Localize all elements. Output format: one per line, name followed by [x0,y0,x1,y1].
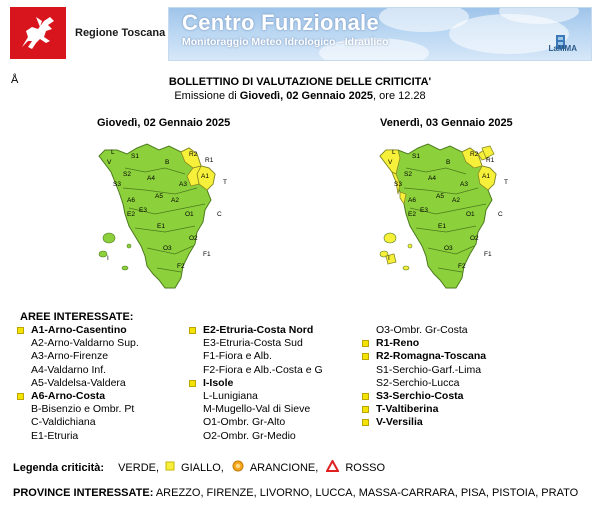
area-item-label: B-Bisenzio e Ombr. Pt [31,403,135,416]
zone-label: S3 [113,181,121,188]
zone-label: C [217,211,222,218]
area-item [362,350,486,363]
area-item-label: A3-Arno-Firenze [31,350,109,363]
area-item [189,377,323,390]
island-shape [99,251,107,257]
zone-label: A2 [452,197,460,204]
zone-label: A6 [408,197,416,204]
area-item [189,390,323,403]
zone-label: T [504,179,508,186]
areas-column-2 [189,324,323,443]
area-item-label: I-Isole [203,376,234,389]
island-shape [403,266,409,270]
area-item [17,337,139,350]
area-item [189,324,323,337]
zone-label: F1 [203,251,211,258]
area-item-label: O3-Ombr. Gr-Costa [376,324,468,336]
island-shape [127,244,131,248]
lamma-label: LaMMA [548,44,577,53]
area-item-label: O2-Ombr. Gr-Medio [203,429,296,442]
zone-label: A5 [436,193,444,200]
area-item-label: A4-Valdarno Inf. [31,363,107,376]
area-item-label: S1-Serchio-Garf.-Lima [376,363,482,376]
area-item-label: A5-Valdelsa-Valdera [31,376,126,389]
yellow-marker-icon [17,327,24,334]
area-item [189,416,323,429]
area-item [17,416,139,429]
area-item-label: A2-Arno-Valdarno Sup. [31,337,139,350]
yellow-marker-icon [362,419,369,426]
centro-funzionale-banner [168,7,592,61]
zone-label: O1 [466,211,475,218]
zone-label: V [107,159,112,166]
area-item-label: R2-Romagna-Toscana [376,350,487,363]
area-item-label: E1-Etruria [31,429,79,442]
zone-label: A5 [155,193,163,200]
legend-yellow-text: GIALLO, [181,461,224,474]
legend-red-text: ROSSO [345,461,386,474]
map-date-day2: Venerdì, 03 Gennaio 2025 [380,117,513,129]
zone-label: R2 [189,151,198,158]
emission-prefix: Emissione di [174,90,240,102]
zone-label: O3 [444,245,453,252]
banner-title: Centro Funzionale [182,10,379,35]
zone-label: R1 [205,157,214,164]
provinces-line [13,487,578,499]
zone-label: O2 [189,235,198,242]
area-item [17,403,139,416]
zone-label: I [107,255,109,262]
area-item-label: T-Valtiberina [376,403,439,416]
region-name: Regione Toscana [75,27,166,39]
area-item-label: E2-Etruria-Costa Nord [203,324,314,336]
area-item-label: M-Mugello-Val di Sieve [203,403,311,416]
zone-label: E1 [157,223,165,230]
zone-label: A6 [127,197,135,204]
emission-line [0,90,600,102]
criticality-map-day1 [85,128,255,293]
zone-label: F2 [458,263,466,270]
emission-day: Giovedì, 02 Gennaio 2025 [239,90,374,102]
zone-label: F1 [484,251,492,258]
zone-label: S1 [131,153,139,160]
yellow-marker-icon [17,393,24,400]
area-item-label: C-Valdichiana [31,416,96,429]
area-item-label: L-Lunigiana [203,389,258,402]
area-item [362,337,486,350]
yellow-marker-icon [189,327,196,334]
zone-label: O1 [185,211,194,218]
zone-label: F2 [177,263,185,270]
area-item [362,403,486,416]
zone-label: B [446,159,451,166]
island-shape [122,266,128,270]
zone-label: L [111,149,115,156]
areas-column-3 [362,324,486,430]
zone-label: S2 [404,171,412,178]
area-item [189,403,323,416]
emission-suffix: , ore 12.28 [373,90,426,102]
criticality-map-day2 [366,128,536,293]
yellow-marker-icon [362,353,369,360]
pegasus-icon [10,7,66,59]
zone-label: C [498,211,503,218]
zone-label: E2 [408,211,416,218]
area-item [362,390,486,403]
red-triangle-icon [326,460,339,475]
bulletin-title: BOLLETTINO DI VALUTAZIONE DELLE CRITICITA' [168,76,432,88]
zone-label: L [392,149,396,156]
area-item [189,430,323,443]
zone-label: A1 [201,173,209,180]
zone-label: A2 [171,197,179,204]
area-item [189,337,323,350]
area-item-label: F1-Fiora e Alb. [203,350,272,363]
area-item [17,324,139,337]
provinces-label: PROVINCE INTERESSATE: [13,487,154,499]
area-item [17,430,139,443]
yellow-marker-icon [362,406,369,413]
zone-label: A3 [179,181,187,188]
regione-toscana-logo [10,7,66,59]
legend-orange-text: ARANCIONE, [249,461,319,474]
island-shape [103,233,115,243]
yellow-marker-icon [362,393,369,400]
zone-label: E2 [127,211,135,218]
area-item [17,350,139,363]
area-item [189,364,323,377]
zone-label: E3 [139,207,147,214]
area-item-label: S2-Serchio-Lucca [376,376,460,389]
island-shape [384,233,396,243]
areas-title: AREE INTERESSATE: [20,311,134,323]
stray-character: Å [11,74,19,86]
banner-subtitle: Monitoraggio Meteo Idrologico - Idraulico [182,36,389,48]
zone-label: O3 [163,245,172,252]
area-item-label: E3-Etruria-Costa Sud [203,337,303,350]
legend [13,460,389,475]
provinces-list: AREZZO, FIRENZE, LIVORNO, LUCCA, MASSA-CARRARA, PISA, PISTOIA, PRATO [155,487,579,499]
area-item [17,390,139,403]
zone-label: A4 [147,175,155,182]
zone-label: E1 [438,223,446,230]
zone-label: I [388,255,390,262]
area-item [362,377,486,390]
zone-label: S1 [412,153,420,160]
zone-label: S2 [123,171,131,178]
area-item-label: A6-Arno-Costa [31,389,106,402]
area-item [362,364,486,377]
area-item-label: R1-Reno [376,337,420,350]
zone-label: R2 [470,151,479,158]
map-date-day1: Giovedì, 02 Gennaio 2025 [97,117,231,129]
areas-column-1 [17,324,139,443]
area-item [189,350,323,363]
area-item [362,416,486,429]
legend-green-text: VERDE, [118,461,160,474]
area-item-label: O1-Ombr. Gr-Alto [203,416,286,429]
zone-label: A1 [482,173,490,180]
zone-label: R1 [486,157,495,164]
yellow-square-icon [165,461,175,474]
yellow-marker-icon [362,340,369,347]
area-item-label: F2-Fiora e Alb.-Costa e G [203,363,323,376]
area-item [17,377,139,390]
zone-label: V [388,159,393,166]
zone-label: T [223,179,227,186]
area-item [17,364,139,377]
zone-label: A4 [428,175,436,182]
area-item-label: A1-Arno-Casentino [31,324,127,336]
legend-label: Legenda criticità: [13,461,105,474]
zone-label: B [165,159,170,166]
area-item-label: V-Versilia [376,416,423,429]
area-item-label: S3-Serchio-Costa [376,389,464,402]
island-shape [408,244,412,248]
yellow-marker-icon [189,380,196,387]
area-item [362,324,486,337]
zone-label: S3 [394,181,402,188]
zone-label: A3 [460,181,468,188]
zone-label: E3 [420,207,428,214]
orange-circle-icon [232,460,244,475]
zone-label: O2 [470,235,479,242]
